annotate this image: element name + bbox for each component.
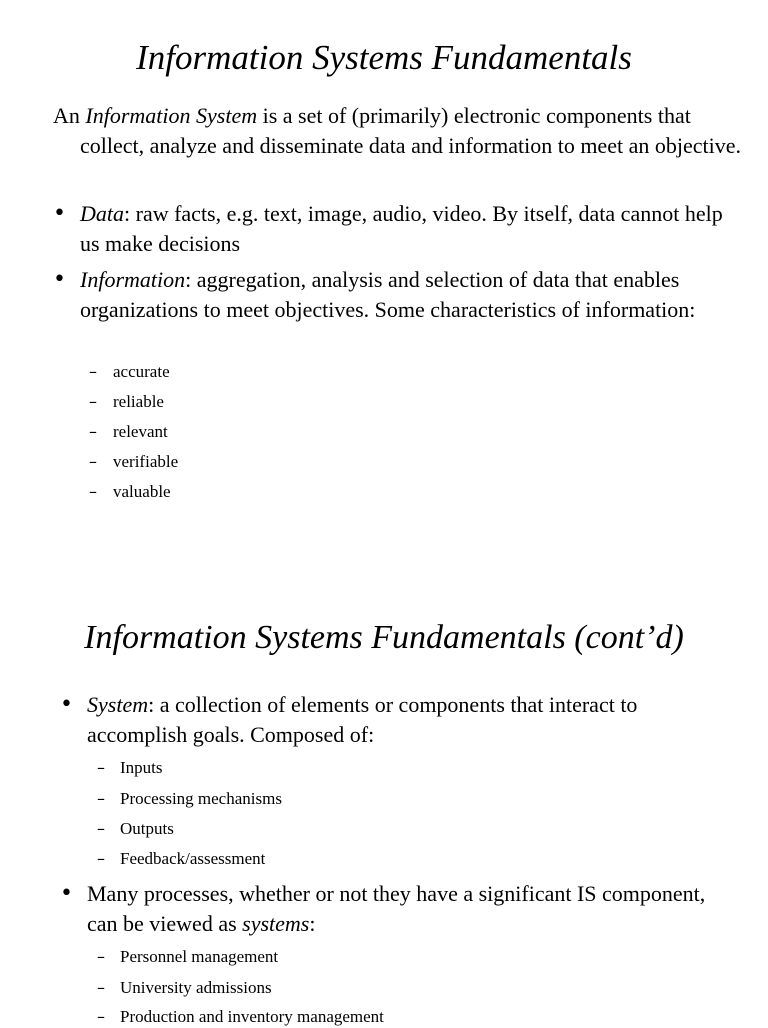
- example-item: – Production and inventory management: [97, 1007, 384, 1026]
- term-information: Information: [80, 267, 186, 292]
- term-systems: systems: [242, 911, 310, 936]
- characteristic-item: – reliable: [89, 392, 164, 411]
- intro-post: is a set of (primarily) electronic components that collect, analyze and disseminate data and information to meet an objective.: [80, 103, 741, 158]
- component-item: – Processing mechanisms: [97, 789, 282, 808]
- bullet-information: [53, 265, 733, 325]
- dash-icon: –: [97, 758, 105, 777]
- intro-term: Information System: [85, 103, 258, 128]
- characteristic-item: – verifiable: [89, 452, 179, 471]
- bullet-information-text: Information: aggregation, analysis and selection of data that enables organizations to meet objectives. Some characteristics of information:: [80, 267, 696, 322]
- component-item: – Feedback/assessment: [97, 849, 266, 868]
- bullet-system: [60, 690, 720, 750]
- bullet-data-text: Data: raw facts, e.g. text, image, audio, video. By itself, data cannot help us make decisions: [80, 201, 723, 256]
- slide-2: [0, 596, 768, 1024]
- slide-2-title: Information Systems Fundamentals (cont’d): [84, 619, 684, 656]
- bullet-processes: [60, 879, 720, 939]
- dash-icon: –: [97, 789, 105, 808]
- component-item: – Inputs: [97, 758, 163, 777]
- dash-icon: –: [89, 452, 97, 471]
- dash-icon: –: [89, 422, 97, 441]
- bullet-processes-text: Many processes, whether or not they have a significant IS component, can be viewed as systems:: [87, 881, 706, 936]
- characteristic-item: – accurate: [89, 362, 170, 381]
- characteristic-item: – relevant: [89, 422, 168, 441]
- intro-pre: An: [53, 103, 86, 128]
- dash-icon: –: [89, 392, 97, 411]
- bullet-dot-icon: •: [53, 201, 66, 226]
- intro-paragraph: [53, 101, 760, 161]
- bullet-dot-icon: •: [60, 881, 73, 906]
- example-item: – University admissions: [97, 978, 272, 997]
- dash-icon: –: [97, 849, 105, 868]
- bullet-dot-icon: •: [60, 692, 73, 717]
- component-item: – Outputs: [97, 819, 174, 838]
- dash-icon: –: [89, 482, 97, 501]
- example-item: – Personnel management: [97, 947, 279, 966]
- dash-icon: –: [89, 362, 97, 381]
- bullet-data: [53, 199, 733, 259]
- characteristic-item: – valuable: [89, 482, 171, 501]
- dash-icon: –: [97, 978, 105, 997]
- term-system: System: [87, 692, 149, 717]
- dash-icon: –: [97, 947, 105, 966]
- bullet-dot-icon: •: [53, 267, 66, 292]
- term-data: Data: [80, 201, 124, 226]
- bullet-system-text: System: a collection of elements or components that interact to accomplish goals. Composed of:: [87, 692, 638, 747]
- slide-1-title: Information Systems Fundamentals: [136, 38, 632, 77]
- dash-icon: –: [97, 1007, 105, 1026]
- dash-icon: –: [97, 819, 105, 838]
